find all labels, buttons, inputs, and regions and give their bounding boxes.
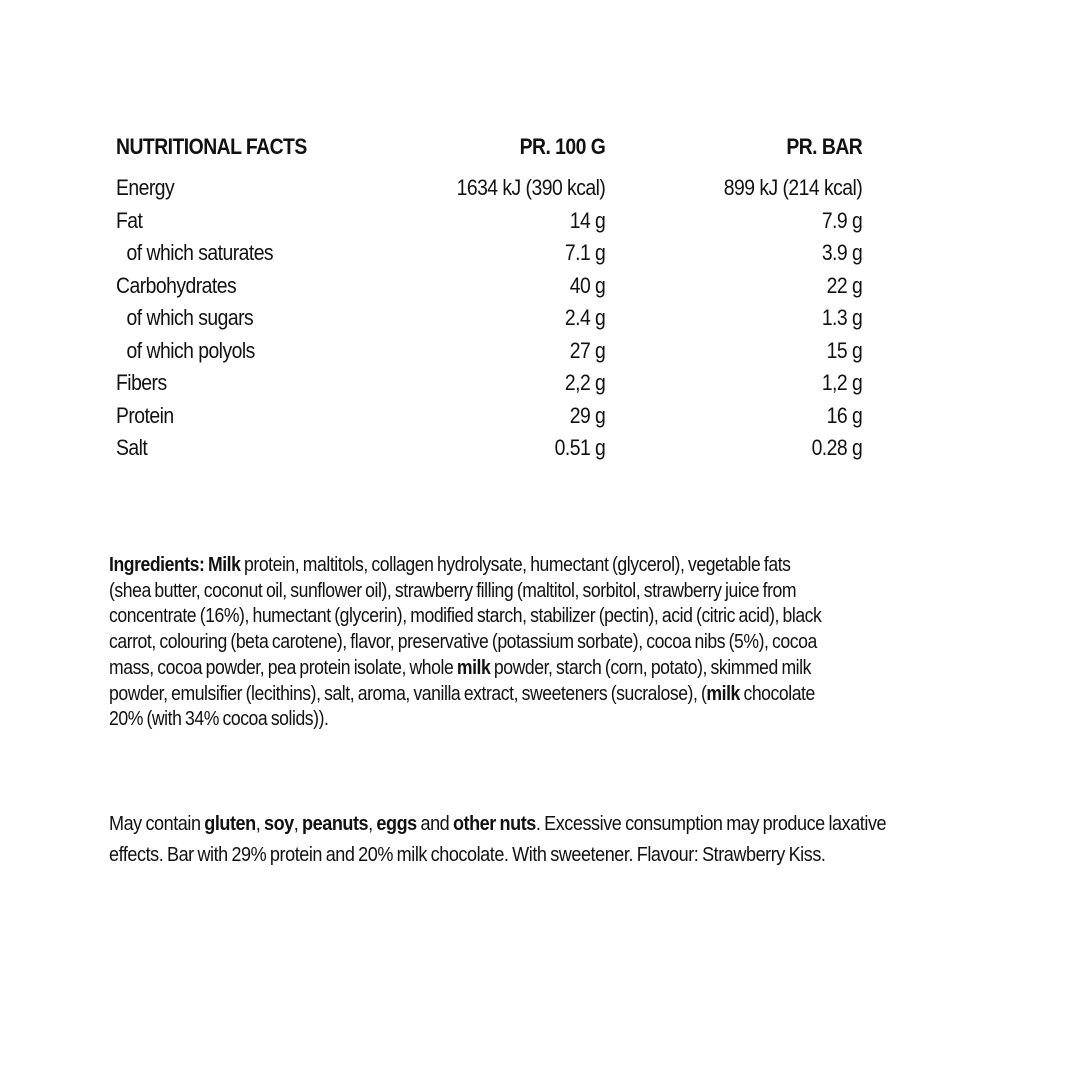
bold-text: other nuts: [452, 812, 536, 835]
nutrient-label: Salt: [116, 435, 148, 460]
nutrition-header-label: NUTRITIONAL FACTS: [116, 134, 307, 159]
bold-text: Ingredients: Milk: [109, 554, 241, 576]
allergen-disclaimer: [109, 808, 1007, 870]
text-segment: carrot, colouring (beta carotene), flavor, preservative (potassium sorbate), cocoa nibs (5%), cocoa: [109, 631, 817, 654]
bold-text: peanuts: [302, 812, 369, 835]
nutrient-per100-value: 2,2 g: [564, 370, 606, 395]
nutrient-perbar-value: 1,2 g: [821, 370, 863, 395]
nutrition-row: [116, 172, 963, 205]
text-segment: 20% (with 34% cocoa solids)).: [109, 708, 329, 731]
nutrition-row: [116, 302, 963, 335]
nutrient-perbar-value: 1.3 g: [821, 305, 863, 330]
bold-text: milk: [706, 682, 740, 705]
nutrition-row: [116, 205, 963, 238]
nutrient-perbar-value: 22 g: [826, 272, 863, 298]
text-segment: effects. Bar with 29% protein and 20% milk chocolate. With sweetener. Flavour: Strawberry Kiss.: [109, 843, 826, 866]
text-segment: ,: [368, 812, 377, 835]
nutrition-row: [116, 335, 963, 368]
nutrition-row: [116, 432, 963, 465]
bold-text: gluten: [204, 812, 256, 835]
nutrition-row: [116, 270, 963, 303]
nutrient-label: of which polyols: [126, 337, 255, 363]
text-segment: . Excessive consumption may produce laxative: [535, 812, 887, 835]
nutrient-perbar-value: 7.9 g: [821, 207, 863, 233]
nutrient-label: of which sugars: [126, 305, 254, 330]
ingredients-line: [109, 630, 989, 656]
disclaimer-line: [109, 808, 1007, 839]
bold-text: eggs: [376, 812, 417, 835]
nutrient-per100-value: 27 g: [569, 337, 606, 363]
nutrition-table: [116, 130, 964, 465]
nutrient-per100-value: 1634 kJ (390 kcal): [456, 175, 606, 200]
nutrient-perbar-value: 899 kJ (214 kcal): [723, 175, 863, 200]
bold-text: milk: [456, 656, 491, 679]
text-segment: May contain: [109, 812, 205, 835]
nutrient-label: Fat: [116, 207, 143, 233]
ingredients-line: [109, 682, 989, 708]
ingredients-line: [109, 707, 989, 733]
nutrient-per100-value: 7.1 g: [564, 240, 606, 265]
nutrient-perbar-value: 16 g: [826, 402, 863, 428]
disclaimer-line: [109, 839, 1007, 870]
bold-text: soy: [264, 812, 294, 835]
text-segment: (shea butter, coconut oil, sunflower oil), strawberry filling (maltitol, sorbitol, strawberry juice from: [109, 579, 797, 602]
text-segment: powder, starch (corn, potato), skimmed milk: [490, 656, 811, 679]
nutrition-row: [116, 367, 963, 400]
nutrition-row: [116, 400, 963, 433]
text-segment: mass, cocoa powder, pea protein isolate, whole: [109, 656, 457, 679]
nutrient-label: Fibers: [116, 370, 167, 395]
nutrition-header-per100: PR. 100 G: [519, 134, 606, 159]
nutrient-per100-value: 14 g: [569, 207, 606, 233]
ingredients-line: [109, 579, 989, 605]
nutrition-row: [116, 237, 963, 270]
nutrient-label: Energy: [116, 175, 175, 200]
nutrient-per100-value: 40 g: [569, 272, 606, 298]
text-segment: and: [416, 812, 453, 835]
nutrition-header-row: [116, 130, 963, 168]
text-segment: ,: [255, 812, 265, 835]
text-segment: powder, emulsifier (lecithins), salt, aroma, vanilla extract, sweeteners (sucralose), (: [109, 682, 707, 705]
nutrient-perbar-value: 3.9 g: [821, 240, 863, 265]
ingredients-line: [109, 604, 989, 630]
nutrient-label: Protein: [116, 402, 174, 428]
nutrition-rows: [116, 172, 964, 465]
nutrient-per100-value: 29 g: [569, 402, 606, 428]
text-segment: ,: [293, 812, 303, 835]
nutrient-perbar-value: 0.28 g: [811, 435, 863, 460]
text-segment: concentrate (16%), humectant (glycerin), modified starch, stabilizer (pectin), acid (citric acid), black: [109, 605, 822, 628]
text-segment: protein, maltitols, collagen hydrolysate, humectant (glycerol), vegetable fats: [240, 554, 791, 576]
nutrient-label: of which saturates: [126, 240, 274, 265]
ingredients-line: [109, 553, 989, 579]
nutrition-header-perbar: PR. BAR: [786, 134, 863, 159]
nutrient-perbar-value: 15 g: [826, 337, 863, 363]
nutrient-per100-value: 0.51 g: [554, 435, 606, 460]
nutrient-label: Carbohydrates: [116, 272, 237, 298]
text-segment: chocolate: [739, 682, 815, 705]
ingredients-line: [109, 656, 989, 682]
nutrient-per100-value: 2.4 g: [564, 305, 606, 330]
ingredients-text: [109, 553, 989, 733]
